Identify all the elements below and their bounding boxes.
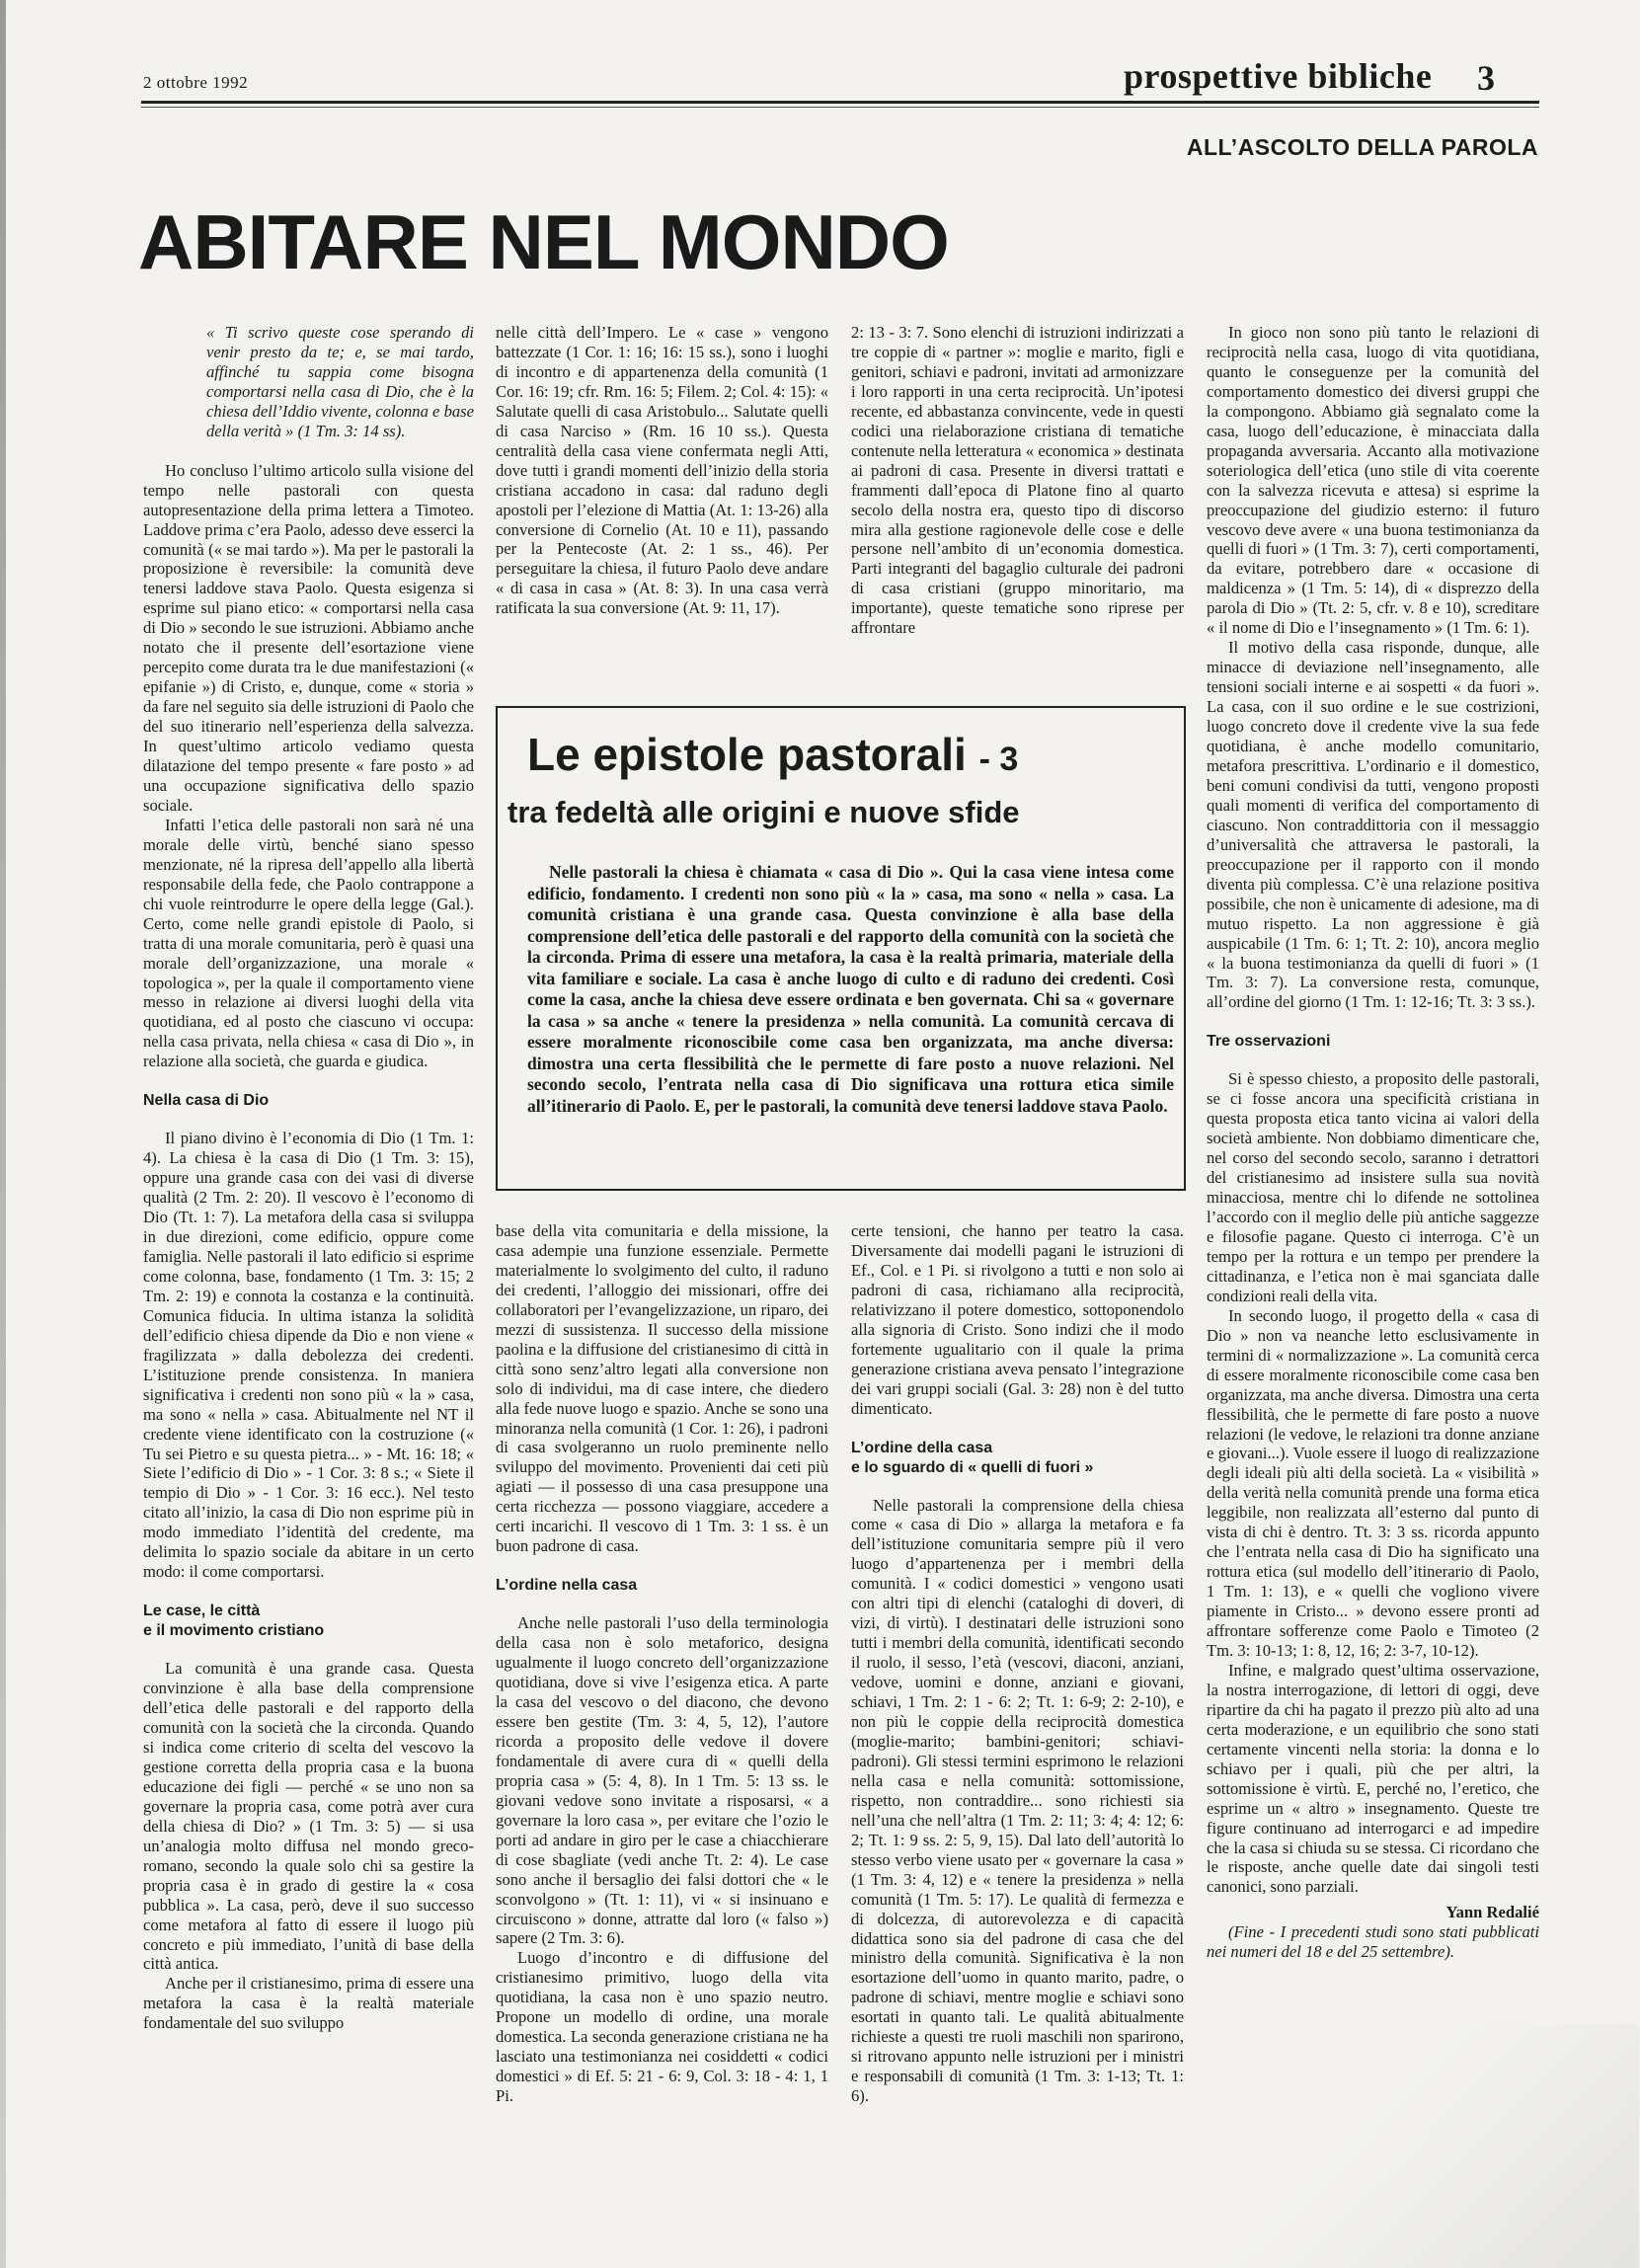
page-number: 3 (1477, 58, 1495, 98)
column-1 (143, 323, 474, 2033)
paragraph: nelle città dell’Impero. Le « case » vengono battezzate (1 Cor. 1: 16; 16: 15 ss.), sono i luoghi di incontro e di appartenenza della comunità (1 Cor. 16: 19; cfr. Rm. 16: 5; Filem. 2; Col. 4: 15): « Salutate quelli di casa Aristobulo... Salutate quelli di casa Narciso » (Rm. 16 10 ss.). Questa centralità della casa viene confermata negli Atti, dove tutti i grandi momenti dell’inizio della storia cristiana accadono in casa: dal raduno degli apostoli per l’elezione di Mattia (At. 1: 13-26) alla conversione di Cornelio (At. 10 e 11), passando per la Pentecoste (At. 2: 1 ss., 46). Per perseguitare la chiesa, il futuro Paolo deve andare « di casa in casa » (At. 8: 3). In una casa verrà ratificata la sua conversione (At. 9: 11, 17). (496, 323, 828, 618)
column-3-bottom (851, 1221, 1184, 2106)
footnote: (Fine - I precedenti studi sono stati pubblicati nei numeri del 18 e del 25 settembre). (1207, 1922, 1539, 1962)
paragraph: Infatti l’etica delle pastorali non sarà né una morale delle virtù, benché siano spesso menzionate, né la ripresa dell’appello alla libertà responsabile della fede, che Paolo contrappone a chi vuole reintrodurre le opere della legge (Gal.). Certo, come nelle grandi epistole di Paolo, si tratta di una morale comunitaria, però è quasi una morale dell’organizzazione, una morale « topologica », per la quale il comportamento viene messo in relazione ai diversi luoghi della vita quotidiana, ed al posto che ciascuno vi occupa: nella casa privata, nella chiesa « casa di Dio », in relazione alla società, che guarda e giudica. (143, 815, 474, 1071)
section-rubric: ALL’ASCOLTO DELLA PAROLA (1186, 134, 1538, 160)
subheading: e il movimento cristiano (143, 1622, 325, 1640)
paragraph: La comunità è una grande casa. Questa convinzione è alla base della comprensione dell’etica delle pastorali e del rapporto della comunità con la società che la circonda. Quando si indica come criterio di scelta del vescovo la gestione corretta della propria casa e la buona educazione dei figli — perché « se uno non sa governare la propria casa, come potrà aver cura della chiesa di Dio? » (1 Tm. 3: 5) — si usa un’analogia molto diffusa nel mondo greco-romano, secondo la quale solo chi sa gestire la propria casa è in grado di gestire la « cosa pubblica ». La casa, però, deve il suo successo come metafora al fatto di essere il luogo più concreto e più immediato, l’unità di base della città antica. (143, 1659, 474, 1974)
paragraph: Infine, e malgrado quest’ultima osservazione, la nostra interrogazione, di lettori di oggi, deve ripartire da chi ha pagato il prezzo più alto ad una certa moderazione, e un equilibrio che sono stati certamente vincenti nella storia: la donna e lo schiavo per i quali, più che per altri, la sottomissione è virtù. E, perché no, l’eretico, che esprime un « altro » insegnamento. Queste tre figure continuano ad interrogarci e ad impedire che la casa si chiuda su se stessa. Ci ricordano che le risposte, anche quelle date dai singoli testi canonici, sono parziali. (1207, 1660, 1539, 1897)
subheading: Le case, le città (143, 1603, 261, 1620)
column-4 (1207, 323, 1539, 1962)
paragraph: Nelle pastorali la comprensione della chiesa come « casa di Dio » allarga la metafora e fa dell’istituzione comunitaria sempre più il vero luogo d’appartenenza per i membri della comunità. I « codici domestici » vengono usati con altri tipi di elenchi (cataloghi di doveri, di vizi, di virtù). I destinatari delle istruzioni sono tutti i membri della comunità, identificati secondo il ruolo, il sesso, l’età (vescovi, diaconi, anziani, vedove, uomini e donne, anziani e giovani, schiavi, 1 Tm. 2: 1 - 6: 2; Tt. 1: 6-9; 2: 2-10), e non più le coppie della reciprocità domestica (moglie-marito; bambini-genitori; schiavi-padroni). Gli stessi termini esprimono le relazioni nella casa e nella comunità: sottomissione, rispetto, non contraddire... sono richiesti sia nell’una che nell’altra (1 Tm. 2: 11; 3: 4; 4: 12; 6: 2; Tt. 1: 9 ss. 2: 5, 9, 15). Dal lato dell’autorità lo stesso verbo viene usato per « governare la casa » (1 Tm. 3: 4, 12) e « tenere la presidenza » nella comunità (1 Tm. 5: 17). Le qualità di fermezza e di dolcezza, di autorevolezza e di capacità didattica sono sia del padrone di casa che del ministro della comunità. Significativa è la non esortazione dell’uomo in quanto marito, padre, o padrone di schiavi, mentre moglie e schiavi sono esortati in quanto tali. Le qualità abitualmente richieste a questi tre ruoli maschili non sparirono, si ritrovano appunto nelle istruzioni per i ministri e responsabili di comunità (1 Tm. 3: 1-13; Tt. 1: 6). (851, 1495, 1184, 2106)
paragraph: In secondo luogo, il progetto della « casa di Dio » non va neanche letto esclusivamente in termini di « normalizzazione ». La comunità cerca di essere moralmente riconoscibile come casa ben organizzata, ma anche diversa. Dimostra una certa flessibilità, che le permette di fare posto a nuove relazioni (le vedove, le relazioni tra donne anziane e giovani...). Vuole essere il luogo di realizzazione degli ideali più alti della società. La « visibilità » della verità nella comunità prende una forma etica leggibile, non realizzata all’esterno dal punto di vista di chi è dentro. Tt. 3: 3 ss. ricorda appunto che l’entrata nella casa di Dio ha significato una rottura etica (sul modello dell’itinerario di Paolo, 1 Tm. 1: 13), e « quelli che vogliono vivere piamente in Cristo... » devono essere pronti ad affrontare sofferenze come Paolo e Timoteo (2 Tm. 3: 10-13; 1: 8, 12, 16; 2: 3-7, 10-12). (1207, 1305, 1539, 1660)
paragraph: Luogo d’incontro e di diffusione del cristianesimo primitivo, luogo della vita quotidiana, la casa non è uno spazio neutro. Propone un modello di ordine, una morale domestica. La seconda generazione cristiana ne ha lasciato una testimonianza nei cosiddetti « codici domestici » di Ef. 5: 21 - 6: 9, Col. 3: 18 - 4: 1, 1 Pi. (496, 1948, 828, 2106)
box-title (527, 728, 1018, 781)
header-rule-thin (141, 107, 1539, 108)
paragraph: 2: 13 - 3: 7. Sono elenchi di istruzioni indirizzati a tre coppie di « partner »: moglie e marito, figli e genitori, schiavi e padroni, invitati ad armonizzare i loro rapporti in una certa reciprocità. Un’ipotesi recente, ed abbastanza convincente, vede in questi codici una rielaborazione cristiana di tematiche contenute nella letteratura « economica » destinata ai padroni di casa. Presente in diversi trattati e frammenti dall’epoca di Platone fino al quarto secolo della nostra era, questo tipo di discorso mira alla gestione ragionevole delle cose e delle persone nell’ambito di un’economia domestica. Parti integranti del bagaglio culturale dei padroni di casa cristiani (gruppo minoritario, ma importante), queste tematiche sono riprese per affrontare (851, 323, 1184, 638)
paper-fold-shadow (1185, 2024, 1639, 2268)
column-2-top (496, 323, 828, 618)
subheading: Tre osservazioni (1207, 1033, 1331, 1051)
page-edge-shadow (0, 0, 6, 2268)
paragraph: In gioco non sono più tanto le relazioni di reciprocità nella casa, luogo di vita quotidiana, quanto le conseguenze per la comunità del comportamento domestico dei diversi gruppi che la compongono. Abbiamo già segnalato come la casa, luogo dell’educazione, è minacciata dalla propaganda avversaria. Accanto alla motivazione soteriologica dell’etica (uno stile di vita coerente con la salvezza ricevuta e attesa) si esprime la preoccupazione del giudizio esterno: il futuro vescovo deve avere « una buona testimonianza da quelli di fuori » (1 Tm. 3: 7), certi comportamenti, da evitare, potrebbero dare « occasione di maldicenza » (1 Tm. 5: 14), di « disprezzo della parola di Dio » (Tt. 2: 5, cfr. v. 8 e 10), screditare « il nome di Dio e l’insegnamento » (1 Tm. 6: 1). (1207, 323, 1539, 638)
masthead: prospettive bibliche (1124, 56, 1433, 96)
feature-box (496, 706, 1186, 1191)
paragraph: Anche per il cristianesimo, prima di essere una metafora la casa è la realtà materiale fondamentale del suo sviluppo (143, 1974, 474, 2033)
column-3-top (851, 323, 1184, 638)
subheading: e lo sguardo di « quelli di fuori » (851, 1458, 1094, 1476)
subheading: L’ordine della casa (851, 1439, 993, 1456)
column-2-bottom (496, 1221, 828, 2106)
paragraph: Si è spesso chiesto, a proposito delle pastorali, se ci fosse ancora una specificità cristiana in questa proposta etica tanto vicina ai valori della società ambiente. Non dobbiamo dimenticare che, nel corso del secondo secolo, saranno i detrattori del cristianesimo ad insistere sulla sua novità minacciosa, mentre chi lo difende ne sottolinea l’accordo con il meglio delle più antiche saggezze e filosofie pagane. Questo ci interroga. C’è un tempo per la rottura e un tempo per prendere la cittadinanza, e l’etica non è mai sganciata dalle condizioni reali della vita. (1207, 1069, 1539, 1305)
paragraph: certe tensioni, che hanno per teatro la casa. Diversamente dai modelli pagani le istruzioni di Ef., Col. e 1 Pi. si rivolgono a tutti e non solo ai padroni di casa, richiamano alla reciprocità, relativizzano il potere domestico, sottoponendolo alla signoria di Cristo. Sono indizi che il modo fortemente ugualitario con il quale la prima generazione cristiana aveva pensato l’integrazione dei vari gruppi sociali (Gal. 3: 28) non è del tutto dimenticato. (851, 1221, 1184, 1418)
header-rule (141, 101, 1539, 104)
subheading: Nella casa di Dio (143, 1092, 270, 1110)
paragraph: base della vita comunitaria e della missione, la casa adempie una funzione essenziale. Permette materialmente lo svolgimento del culto, il raduno dei credenti, l’alloggio dei missionari, offre dei collaboratori per l’evangelizzazione, un riparo, dei mezzi di sussistenza. Il successo della missione paolina e la diffusione del cristianesimo di città in città sono senz’altro legati alla conversione non solo di individui, ma di case intere, che diedero alla fede nuove luogo e spazio. Anche se sono una minoranza nella comunità (1 Cor. 1: 26), i padroni di casa svolgeranno un ruolo preminente nello sviluppo del movimento. Provenienti dai ceti più agiati — il possesso di una casa presuppone una certa ricchezza — possono viaggiare, accedere a certi incarichi. Il vescovo di 1 Tm. 3: 1 ss. è un buon padrone di casa. (496, 1221, 828, 1556)
paragraph: Il piano divino è l’economia di Dio (1 Tm. 1: 4). La chiesa è la casa di Dio (1 Tm. 3: 15), oppure una grande casa con dei vasi di diverse qualità (2 Tm. 2: 20). Il vescovo è l’economo di Dio (Tt. 1: 7). La metafora della casa si sviluppa in due direzioni, come edificio, oppure come famiglia. Nelle pastorali il lato edificio si esprime come colonna, base, fondamento (1 Tm. 3: 15; 2 Tm. 2: 19) e connota la costanza e la continuità. Comunica fiducia. In ultima istanza la solidità dell’edificio chiesa dipende da Dio e non viene « fragilizzata » dalla debolezza dei credenti. L’istituzione prende consistenza. In maniera significativa i credenti non sono più « la » casa, ma sono « nella » casa. Abitualmente nel NT il credente viene identificato con la costruzione (« Tu sei Pietro e su questa pietra... » - Mt. 16: 18; « Siete l’edificio di Dio » - 1 Cor. 3: 8 s.; « Siete il tempio di Dio » - 1 Cor. 3: 16 ecc.). Nel testo citato all’inizio, la casa di Dio non esprime più in modo immediato l’identità del credente, ma delimita lo spazio sociale da abitare in un certo modo: il come comportarsi. (143, 1129, 474, 1582)
box-subtitle: tra fedeltà alle origini e nuove sfide (508, 795, 1020, 829)
box-paragraph: Nelle pastorali la chiesa è chiamata « casa di Dio ». Qui la casa viene intesa come edificio, fondamento. I credenti non sono più « la » casa, ma sono « nella » casa. La comunità cristiana è una grande casa. Questa convinzione è alla base della comprensione dell’etica delle pastorali e del rapporto della comunità con la società che la circonda. Prima di essere una metafora, la casa è la realtà primaria, materiale della vita familiare e sociale. La casa è anche luogo di culto e di raduno dei credenti. Così come la casa, anche la chiesa deve essere ordinata e ben governata. Chi sa « governare la casa » sa anche « tenere la presidenza » nella comunità. La comunità cercava di essere moralmente riconoscibile come casa ben organizzata, ma anche diversa: dimostra una certa flessibilità che le permette di fare posto a nuove relazioni. Nel secondo secolo, l’entrata nella casa di Dio significava una rottura etica simile all’itinerario di Paolo. E, per le pastorali, la comunità deve tenersi laddove stava Paolo. (527, 862, 1174, 1116)
epigraph: « Ti scrivo queste cose sperando di venir presto da te; e, se mai tardo, affinché tu sappia come bisogna comportarsi nella casa di Dio, che è la chiesa dell’Iddio vivente, colonna e base della verità » (1 Tm. 3: 14 ss). (206, 323, 474, 440)
issue-date: 2 ottobre 1992 (143, 73, 249, 92)
author-signature: Yann Redalié (1445, 1903, 1539, 1922)
paragraph: Anche nelle pastorali l’uso della terminologia della casa non è solo metaforico, designa ugualmente il luogo concreto dell’organizzazione quotidiana, dove si vive l’esigenza etica. A parte la casa del vescovo o del diacono, che devono essere ben gestite (Tm. 3: 4, 5, 12), l’autore ricorda a proposito delle vedove il dovere fondamentale di avere cura di « quelli della propria casa » (5: 4, 8). In 1 Tm. 5: 13 ss. le giovani vedove sono invitate a risposarsi, « a governare la loro casa », per evitare che l’ozio le porti ad andare in giro per le case a chiacchierare di cose sbagliate (vedi anche Tt. 2: 4). Le case sono anche il bersaglio dei falsi dottori che « le sconvolgono » (Tt. 1: 11), vi « si insinuano e circuiscono » donne, attratte dal loro (« falso ») sapere (2 Tm. 3: 6). (496, 1613, 828, 1948)
box-body (527, 862, 1174, 1117)
subheading: L’ordine nella casa (496, 1577, 638, 1595)
paragraph: Ho concluso l’ultimo articolo sulla visione del tempo nelle pastorali con questa autopresentazione della prima lettera a Timoteo. Laddove prima c’era Paolo, adesso deve esserci la comunità (« se mai tardo »). Ma per le pastorali la proposizione è reversibile: la comunità deve tenersi laddove stava Paolo. Questa esigenza si esprime sul piano etico: « comportarsi nella casa di Dio » secondo le sue istruzioni. Abbiamo anche notato che il presente dell’esortazione viene percepito come durata tra le due manifestazioni (« epifanie ») di Cristo, e, dunque, come « storia » da fare nel seguito sia delle istruzioni di Paolo che del suo itinerario nell’esperienza della salvezza. In quest’ultimo articolo vediamo questa dilatazione del tempo presente « fare posto » ad una occupazione significativa dello spazio sociale. (143, 460, 474, 815)
article-headline: ABITARE NEL MONDO (138, 198, 949, 285)
box-title-number: - 3 (978, 741, 1019, 778)
paragraph: Il motivo della casa risponde, dunque, alle minacce di deviazione nell’insegnamento, alle tensioni sociali interne e ai sospetti « da fuori ». La casa, con il suo ordine e le sue costrizioni, luogo concreto dove il credente vive la sua fede quotidiana, è anche modello comunitario, metafora prescrittiva. L’ordinario e il domestico, beni comuni condivisi da tutti, vengono proposti quali momenti di verifica del comportamento di ciascuno. Non contraddittoria con il messaggio d’universalità che attraversa le pastorali, la preoccupazione per il rapporto con il mondo diventa più complessa. C’è una relazione positiva possibile, che non è unicamente di adesione, ma di mutuo rispetto. La non aggressione è già auspicabile (1 Tm. 6: 1; Tt. 2: 10), ancora meglio « la buona testimonianza da quelli di fuori » (1 Tm. 3: 7). La conversione resta, comunque, all’ordine del giorno (1 Tm. 1: 12-16; Tt. 3: 3 ss.). (1207, 638, 1539, 1012)
box-title-text: Le epistole pastorali (527, 729, 967, 780)
